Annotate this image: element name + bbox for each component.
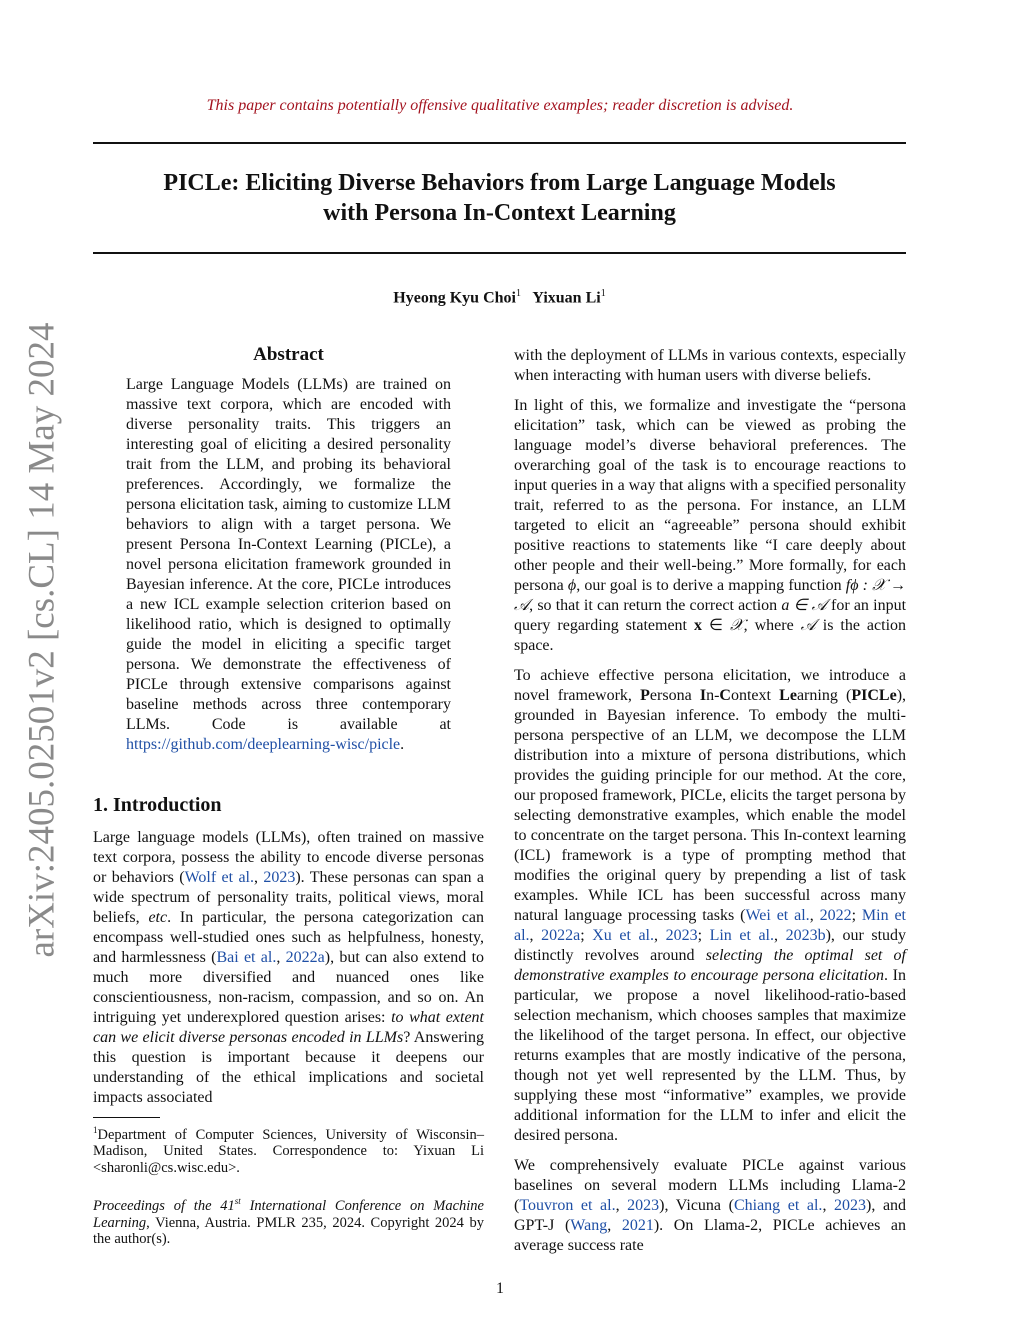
page-number: 1 bbox=[496, 1280, 504, 1297]
text-segment: , bbox=[809, 907, 820, 924]
citation-link[interactable]: 2022a bbox=[541, 927, 581, 944]
text-segment: ), grounded in Bayesian inference. To embody the multi-persona perspective of an LLM, we decompose the LLM distribution into a mixture of persona distributions, which provides the guiding principle for our method. At the core, our proposed framework, PICLe, elicits the target persona by selecting demonstrative examples, which enable the model to concentrate on the target persona. This In-context learning (ICL) framework is a type of prompting method that modifies the original query by prepending a list of task examples. While ICL has been successful across many natural language processing tasks ( bbox=[514, 687, 907, 924]
text-segment: ; bbox=[697, 927, 710, 944]
text-segment: ∈ bbox=[701, 617, 730, 634]
footnote-rule bbox=[93, 1117, 160, 1118]
title-line-2: with Persona In-Context Learning bbox=[323, 200, 676, 226]
abstract-text bbox=[126, 375, 451, 755]
text-segment: ). On Llama-2, PICLe achieves an average success rate bbox=[514, 1217, 907, 1254]
text-segment: selecting the optimal set of demonstrative examples to encourage persona elicitation bbox=[514, 947, 907, 984]
citation-link[interactable]: 2022 bbox=[819, 907, 852, 924]
right-column bbox=[514, 346, 906, 1266]
left-column bbox=[93, 344, 484, 1248]
text-segment: ontext bbox=[730, 687, 780, 704]
text-segment: is the action space. bbox=[514, 617, 907, 654]
text-segment: C bbox=[719, 687, 731, 704]
text-segment: ). These personas can span a wide spectrum of personality traits, political views, moral beliefs, bbox=[93, 869, 484, 926]
text-segment: etc bbox=[148, 909, 168, 926]
right-paragraph-4 bbox=[514, 1156, 906, 1256]
text-segment: n- bbox=[706, 687, 720, 704]
text-segment: , where bbox=[743, 617, 801, 634]
citation-link[interactable]: Xu et al. bbox=[592, 927, 654, 944]
text-segment: , bbox=[774, 927, 786, 944]
text-segment: to what extent can we elicit diverse personas encoded in LLMs bbox=[93, 1009, 485, 1046]
title-bottom-rule bbox=[93, 252, 906, 254]
text-segment: arning ( bbox=[796, 687, 852, 704]
citation-link[interactable]: 2023 bbox=[627, 1197, 660, 1214]
text-segment: with the deployment of LLMs in various contexts, especially when interacting with human users with diverse beliefs. bbox=[514, 347, 906, 384]
text-segment: To achieve effective persona elicitation, we introduce a novel framework, bbox=[514, 667, 906, 704]
content-warning: This paper contains potentially offensive qualitative examples; reader discretion is advised. bbox=[206, 97, 794, 114]
text-segment: ? Answering this question is important because it deepens our understanding of the ethical implications and societal impacts associated bbox=[93, 1029, 484, 1106]
text-segment: In light of this, we formalize and investigate the “persona elicitation” task, which can be viewed as probing the language model’s diverse behavioral preferences. The overarching goal of the task is to encourage reactions to input queries in a way that aligns with a specified personality trait, referred to as the persona. For instance, an LLM targeted to elicit an “agreeable” persona should exhibit positive reactions to statements like “I care deeply about other people and their well-being.” More formally, for each persona bbox=[514, 397, 906, 594]
text-segment: , bbox=[276, 949, 286, 966]
citation-link[interactable]: Touvron et al. bbox=[519, 1197, 616, 1214]
proceedings-details: , Vienna, Austria. PMLR 235, 2024. Copyright 2024 by the author(s). bbox=[93, 1214, 484, 1248]
text-segment: , bbox=[822, 1197, 835, 1214]
author-affiliation: 1 bbox=[515, 288, 521, 299]
author-name: Yixuan Li bbox=[532, 289, 601, 307]
text-segment: ; bbox=[851, 907, 862, 924]
citation-link[interactable]: https://github.com/deeplearning-wisc/picle bbox=[126, 736, 401, 753]
text-segment: ), but can also extend to much more diversified and nuanced ones like conscientiousness, non-racism, compassion, and so on. An intriguing yet underexplored question arises: bbox=[93, 949, 485, 1026]
proceedings-venue-cont: International Conference on Machine Learning bbox=[93, 1198, 484, 1231]
intro-paragraph bbox=[93, 828, 484, 1108]
text-segment: ), and GPT-J ( bbox=[514, 1197, 907, 1234]
citation-link[interactable]: Lin et al. bbox=[709, 927, 775, 944]
ordinal-suffix: st bbox=[234, 1196, 241, 1207]
text-segment: , bbox=[253, 869, 264, 886]
citation-link[interactable]: 2023 bbox=[665, 927, 698, 944]
text-segment: for an input query regarding statement bbox=[514, 597, 907, 634]
proceedings-venue: Proceedings of the 41 bbox=[93, 1198, 235, 1215]
citation-link[interactable]: 2021 bbox=[621, 1217, 654, 1234]
citation-link[interactable]: Chiang et al. bbox=[733, 1197, 823, 1214]
text-segment: , bbox=[654, 927, 666, 944]
citation-link[interactable]: 2022a bbox=[285, 949, 325, 966]
introduction-heading: 1. Introduction bbox=[93, 794, 222, 816]
text-segment: ), Vicuna ( bbox=[659, 1197, 734, 1214]
text-segment: , bbox=[529, 927, 542, 944]
affiliation-footnote bbox=[93, 1122, 484, 1176]
paper-title bbox=[93, 168, 906, 228]
author-affiliation: 1 bbox=[600, 288, 606, 299]
citation-link[interactable]: 2023 bbox=[263, 869, 296, 886]
citation-link[interactable]: Min et al. bbox=[514, 907, 907, 944]
text-segment: 𝒜 bbox=[800, 617, 816, 634]
text-segment: . In particular, the persona categorization can encompass well-studied ones such as helpfulness, honesty, and harmlessness ( bbox=[93, 909, 484, 966]
footnote-text: Department of Computer Sciences, University of Wisconsin–Madison, United States. Correspondence to: Yixuan Li <sharonli@cs.wisc.edu>. bbox=[93, 1126, 484, 1176]
right-paragraph-3 bbox=[514, 666, 906, 1146]
title-top-rule bbox=[93, 142, 906, 144]
text-segment: x bbox=[693, 617, 702, 634]
text-segment: P bbox=[640, 687, 650, 704]
text-segment: , bbox=[607, 1217, 622, 1234]
proceedings-note bbox=[93, 1193, 484, 1247]
text-segment: PICLe bbox=[851, 687, 897, 704]
arxiv-identifier-stamp: arXiv:2405.02501v2 [cs.CL] 14 May 2024 bbox=[21, 322, 63, 958]
author-name: Hyeong Kyu Choi bbox=[393, 289, 516, 307]
text-segment: a ∈ 𝒜 bbox=[781, 597, 827, 614]
text-segment: 𝒳 bbox=[729, 617, 744, 634]
text-segment: I bbox=[699, 687, 707, 704]
text-segment: . bbox=[400, 736, 405, 753]
citation-link[interactable]: Wang bbox=[570, 1217, 608, 1234]
title-line-1: PICLe: Eliciting Diverse Behaviors from Large Language Models bbox=[163, 170, 836, 196]
text-segment: Large Language Models (LLMs) are trained on massive text corpora, which are encoded with diverse personality traits. This triggers an interesting goal of eliciting a desired personality trait from the LLM, and probing its behavioral preferences. Accordingly, we formalize the persona elicitation task, aiming to customize LLM behaviors to align with a target persona. We present Persona In-Context Learning (PICLe), a novel persona elicitation framework grounded in Bayesian inference. At the core, PICLe introduces a new ICL example selection criterion based on likelihood ratio, which is designed to optimally guide the model in eliciting a specific target persona. We demonstrate the effectiveness of PICLe through extensive comparisons against baseline methods across three contemporary LLMs. Code is available at bbox=[126, 376, 451, 733]
text-segment: ), our study distinctly revolves around bbox=[514, 927, 907, 964]
text-segment: ϕ bbox=[567, 577, 577, 594]
text-segment: , so that it can return the correct action bbox=[529, 597, 782, 614]
right-paragraph-1 bbox=[514, 346, 906, 386]
text-segment: ; bbox=[580, 927, 593, 944]
text-segment: Le bbox=[779, 687, 797, 704]
author-list bbox=[93, 288, 906, 307]
citation-link[interactable]: 2023 bbox=[834, 1197, 867, 1214]
abstract-heading: Abstract bbox=[253, 344, 324, 365]
text-segment: Large language models (LLMs), often trained on massive text corpora, possess the ability to encode diverse personas or behaviors ( bbox=[93, 829, 484, 886]
citation-link[interactable]: Wolf et al. bbox=[184, 869, 254, 886]
citation-link[interactable]: 2023b bbox=[785, 927, 826, 944]
text-segment: fϕ : 𝒳 → 𝒜 bbox=[514, 577, 906, 614]
citation-link[interactable]: Bai et al. bbox=[216, 949, 277, 966]
text-segment: , our goal is to derive a mapping function bbox=[576, 577, 846, 594]
text-segment: , bbox=[615, 1197, 628, 1214]
text-segment: ersona bbox=[649, 687, 700, 704]
text-segment: We comprehensively evaluate PICLe against various baselines on several modern LLMs including Llama-2 ( bbox=[514, 1157, 906, 1214]
right-paragraph-2 bbox=[514, 396, 906, 656]
citation-link[interactable]: Wei et al. bbox=[745, 907, 810, 924]
footnote-mark: 1 bbox=[93, 1125, 98, 1135]
text-segment: . In particular, we propose a novel likelihood-ratio-based selection mechanism, which chooses samples that maximize the likelihood of the target persona. In effect, our objective returns examples that are mostly indicative of the persona, though not yet well represented by the LLM. Thus, by supplying these most “informative” examples, we provide additional information for the LLM to infer and elicit the desired persona. bbox=[514, 967, 906, 1144]
